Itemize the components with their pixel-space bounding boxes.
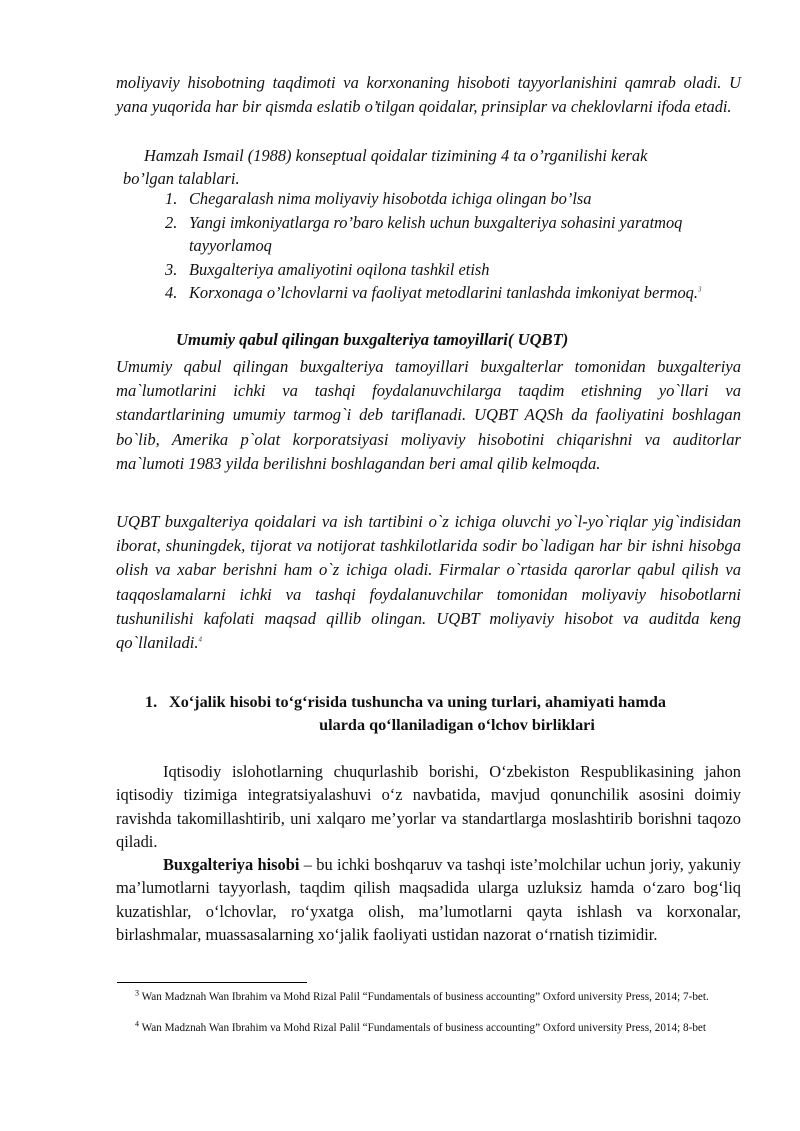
footnote-divider [117,982,307,983]
list-item-text: Korxonaga o’lchovlarni va faoliyat metodlarini tanlashda imkoniyat bermoq. [189,283,698,302]
footnote-text: Wan Madznah Wan Ibrahim va Mohd Rizal Palil “Fundamentals of business accounting” Oxford university Press, 2014; 7-bet. [139,991,709,1003]
uqbt-paragraph-1 [116,355,741,476]
footnote-reference[interactable]: 4 [198,635,203,644]
intro-line-2: bo’lgan talablari. [123,169,240,188]
list-item-number: 3. [165,259,178,279]
uqbt-paragraph-1-text: Umumiy qabul qilingan buxgalteriya tamoyillari buxgalterlar tomonidan buxgalteriya ma`lumotlarini ichki va tashqi foydalanuvchilarga taqdim etishning yo`llari va standartlarining umumiy tarmog`i deb tariflanadi. UQBT AQSh da faoliyatini boshlagan bo`lib, Amerika p`olat korporatsiyasi moliyaviy hisobotini chiqarishni va auditorlar ma`lumoti 1983 yilda berilishni boshlagandan beri amal qilib kelmoqda. [116,357,741,473]
list-item [165,211,725,258]
section-title-line-2: ularda qo‘llaniladigan o‘lchov birliklari [319,716,595,734]
footnote-reference[interactable]: 3 [697,285,702,294]
requirements-list [165,187,725,305]
defined-term: Buxgalteriya hisobi [163,855,300,874]
uqbt-paragraph-2-text: UQBT buxgalteriya qoidalari va ish tartibini o`z ichiga oluvchi yo`l-yo`riqlar yig`indisidan iborat, shuningdek, tijorat va notijorat tashkilotlarida sodir bo`ladigan har bir ishni hisobga olish va xabar berishni ham o`z ichiga oladi. Firmalar o`rtasida qarorlar qabul qilish va taqqoslamalarni ichki va tashqi foydalanuvchilar tomonidan moliyaviy hisobotlarni tushunilishi kafolati maqsad qillib olingan. UQBT moliyaviy hisobot va auditda keng qo`llaniladi. [116,512,741,653]
list-item-text: Buxgalteriya amaliyotini oqilona tashkil etish [189,259,490,279]
section-number: 1. [145,693,158,711]
list-item-number: 2. [165,212,178,232]
list-item-number: 4. [165,283,178,302]
top-paragraph [116,71,741,118]
list-item-text: Yangi imkoniyatlarga ro’baro kelish uchun buxgalteriya sohasini yaratmoq tayyorlamoq [189,212,683,255]
list-item-text: Chegaralash nima moliyaviy hisobotda ichiga olingan bo’lsa [189,189,592,208]
body-paragraph-2-text: – bu ichki boshqaruv va tashqi iste’molchilar uchun joriy, yakuniy ma’lumotlarni tayyorlash, taqdim qilish maqsadida ularga uzluksiz hamda o‘zaro bog‘liq kuzatishlar, o‘lchovlar, ro‘yxatga olish, ma’lumotlarni qayta ishlash va korxonalar, birlashmalar, muassasalarning xo‘jalik faoliyati ustidan nazorat o‘rnatish tizimidir. [116,855,741,944]
footnote-4 [117,1021,742,1036]
list-item-number: 1. [165,189,178,208]
uqbt-paragraph-2 [116,510,741,655]
uqbt-heading: Umumiy qabul qilingan buxgalteriya tamoyillari( UQBT) [176,330,569,349]
list-item [165,187,725,211]
top-paragraph-text: moliyaviy hisobotning taqdimoti va korxonaning hisoboti tayyorlanishini qamrab oladi. U yana yuqorida har bir qismda eslatib o’tilgan qoidalar, prinsiplar va cheklovlarni ifoda etadi. [116,73,741,116]
body-paragraph-2 [116,853,741,946]
section-title [145,691,745,737]
list-item [165,258,725,282]
body-paragraph-1-text: Iqtisodiy islohotlarning chuqurlashib borishi, O‘zbekiston Respublikasining jahon iqtisodiy tizimiga integratsiyalashuvi o‘z navbatida, mavjud qonunchilik asosini doimiy ravishda takomillashtirib, uni xalqaro me’yorlar va standartlarga moslashtirib borishni taqozo qiladi. [116,762,741,851]
footnote-mark: 4 [135,1019,139,1029]
body-paragraph-1 [116,760,741,853]
section-title-line-1: Xo‘jalik hisobi to‘g‘risida tushuncha va uning turlari, ahamiyati hamda [169,693,666,711]
footnote-text: Wan Madznah Wan Ibrahim va Mohd Rizal Palil “Fundamentals of business accounting” Oxford university Press, 2014; 8-bet [139,1022,706,1034]
list-item [165,281,725,305]
intro-line-1: Hamzah Ismail (1988) konseptual qoidalar tizimining 4 ta o’rganilishi kerak [144,146,648,165]
footnote-mark: 3 [135,988,139,998]
footnote-3 [117,990,742,1005]
